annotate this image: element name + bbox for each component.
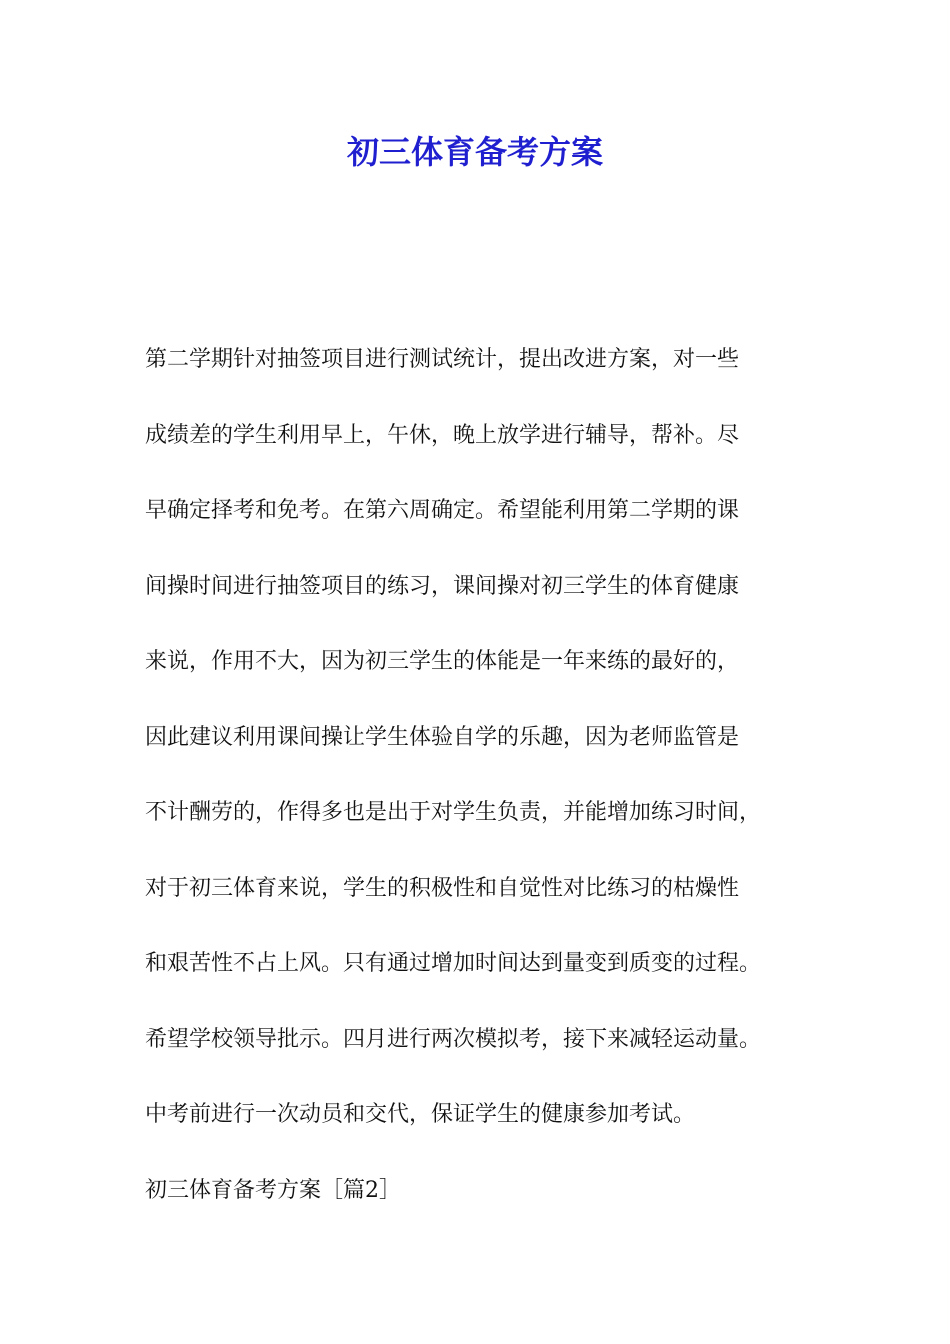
section-heading-part-2: 初三体育备考方案［篇2］: [145, 1177, 401, 1203]
paragraph-line-11: 中考前进行一次动员和交代，保证学生的健康参加考试。: [145, 1102, 696, 1127]
paragraph-line-5: 来说，作用不大，因为初三学生的体能是一年来练的最好的，: [145, 649, 740, 674]
paragraph-line-2: 成绩差的学生利用早上，午休，晚上放学进行辅导，帮补。尽: [145, 422, 740, 448]
paragraph-line-10: 希望学校领导批示。四月进行两次模拟考，接下来减轻运动量。: [145, 1026, 762, 1052]
document-title: 初三体育备考方案: [346, 133, 603, 171]
paragraph-line-3: 早确定择考和免考。在第六周确定。希望能利用第二学期的课: [145, 498, 740, 523]
paragraph-line-9: 和艰苦性不占上风。只有通过增加时间达到量变到质变的过程。: [145, 951, 762, 976]
paragraph-line-1: 第二学期针对抽签项目进行测试统计，提出改进方案，对一些: [145, 347, 740, 372]
document-body: [145, 338, 845, 1213]
paragraph-line-7: 不计酬劳的，作得多也是出于对学生负责，并能增加练习时间，: [145, 800, 762, 825]
paragraph-line-8: 对于初三体育来说，学生的积极性和自觉性对比练习的枯燥性: [145, 875, 740, 901]
paragraph-line-6: 因此建议利用课间操让学生体验自学的乐趣，因为老师监管是: [145, 724, 740, 750]
paragraph-line-4: 间操时间进行抽签项目的练习，课间操对初三学生的体育健康: [145, 573, 740, 599]
